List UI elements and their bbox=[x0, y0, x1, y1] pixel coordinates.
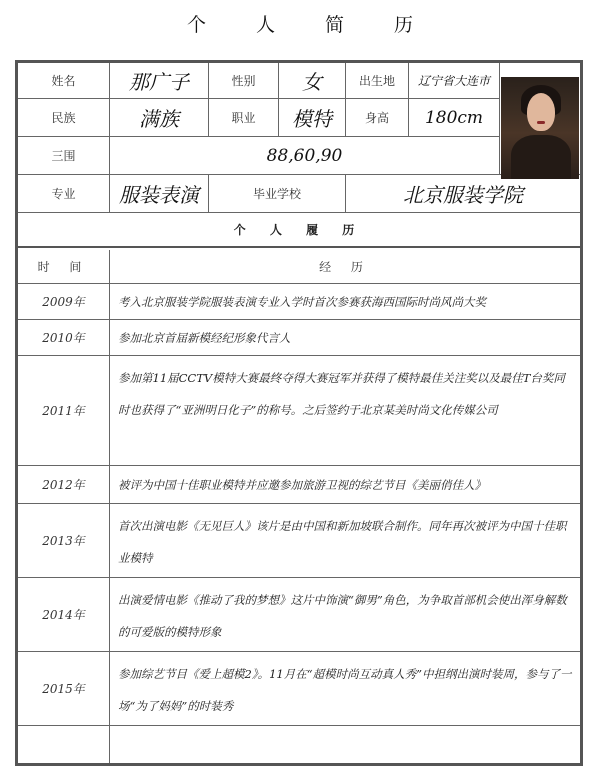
history-entry: 首次出演电影《无见巨人》该片是由中国和新加坡联合制作。同年再次被评为中国十佳职业模特 bbox=[110, 504, 580, 578]
profile-photo bbox=[501, 77, 579, 179]
height-value: 180cm bbox=[409, 99, 500, 137]
height-label: 身高 bbox=[346, 99, 409, 137]
history-year: 2013年 bbox=[18, 504, 110, 578]
history-entry: 被评为中国十佳职业模特并应邀参加旅游卫视的综艺节目《美丽俏佳人》 bbox=[110, 466, 580, 504]
history-entry: 出演爱情电影《推动了我的梦想》这片中饰演“御男”角色，为争取首部机会使出浑身解数的可爱版的模特形象 bbox=[110, 578, 580, 652]
history-entry: 参加综艺节目《爱上超模2》。11月在“超模时尚互动真人秀”中担纲出演时装周，参与了一场“为了妈妈”的时装秀 bbox=[110, 652, 580, 726]
gender-label: 性别 bbox=[209, 63, 279, 99]
school-value: 北京服装学院 bbox=[346, 175, 580, 213]
history-entry: 参加第11届CCTV模特大赛最终夺得大赛冠军并获得了模特最佳关注奖以及最佳T台奖同时也获得了“亚洲明日化子”的称号。之后签约于北京某美时尚文化传媒公司 bbox=[110, 356, 580, 466]
resume-title: 个 人 简 历 bbox=[186, 14, 436, 36]
major-value: 服装表演 bbox=[110, 175, 209, 213]
history-year: 2011年 bbox=[18, 356, 110, 466]
name-label: 姓名 bbox=[18, 63, 110, 99]
measurements-value: 88,60,90 bbox=[110, 137, 500, 175]
major-label: 专业 bbox=[18, 175, 110, 213]
occupation-value: 模特 bbox=[279, 99, 346, 137]
birthplace-label: 出生地 bbox=[346, 63, 409, 99]
history-year: 2009年 bbox=[18, 284, 110, 320]
history-year: 2012年 bbox=[18, 466, 110, 504]
history-entry bbox=[110, 726, 580, 763]
history-year: 2010年 bbox=[18, 320, 110, 356]
history-col-time: 时 间 bbox=[18, 250, 110, 284]
ethnicity-label: 民族 bbox=[18, 99, 110, 137]
gender-value: 女 bbox=[279, 63, 346, 99]
history-section-title: 个 人 履 历 bbox=[18, 213, 580, 248]
history-entry: 参加北京首届新模经纪形象代言人 bbox=[110, 320, 580, 356]
history-year bbox=[18, 726, 110, 763]
name-value: 那广子 bbox=[110, 63, 209, 99]
birthplace-value: 辽宁省大连市 bbox=[409, 63, 500, 99]
occupation-label: 职业 bbox=[209, 99, 279, 137]
history-year: 2014年 bbox=[18, 578, 110, 652]
measurements-label: 三围 bbox=[18, 137, 110, 175]
school-label: 毕业学校 bbox=[209, 175, 346, 213]
history-entry: 考入北京服装学院服装表演专业入学时首次参赛获海西国际时尚风尚大奖 bbox=[110, 284, 580, 320]
ethnicity-value: 满族 bbox=[110, 99, 209, 137]
history-col-exp: 经 历 bbox=[110, 250, 580, 284]
history-year: 2015年 bbox=[18, 652, 110, 726]
